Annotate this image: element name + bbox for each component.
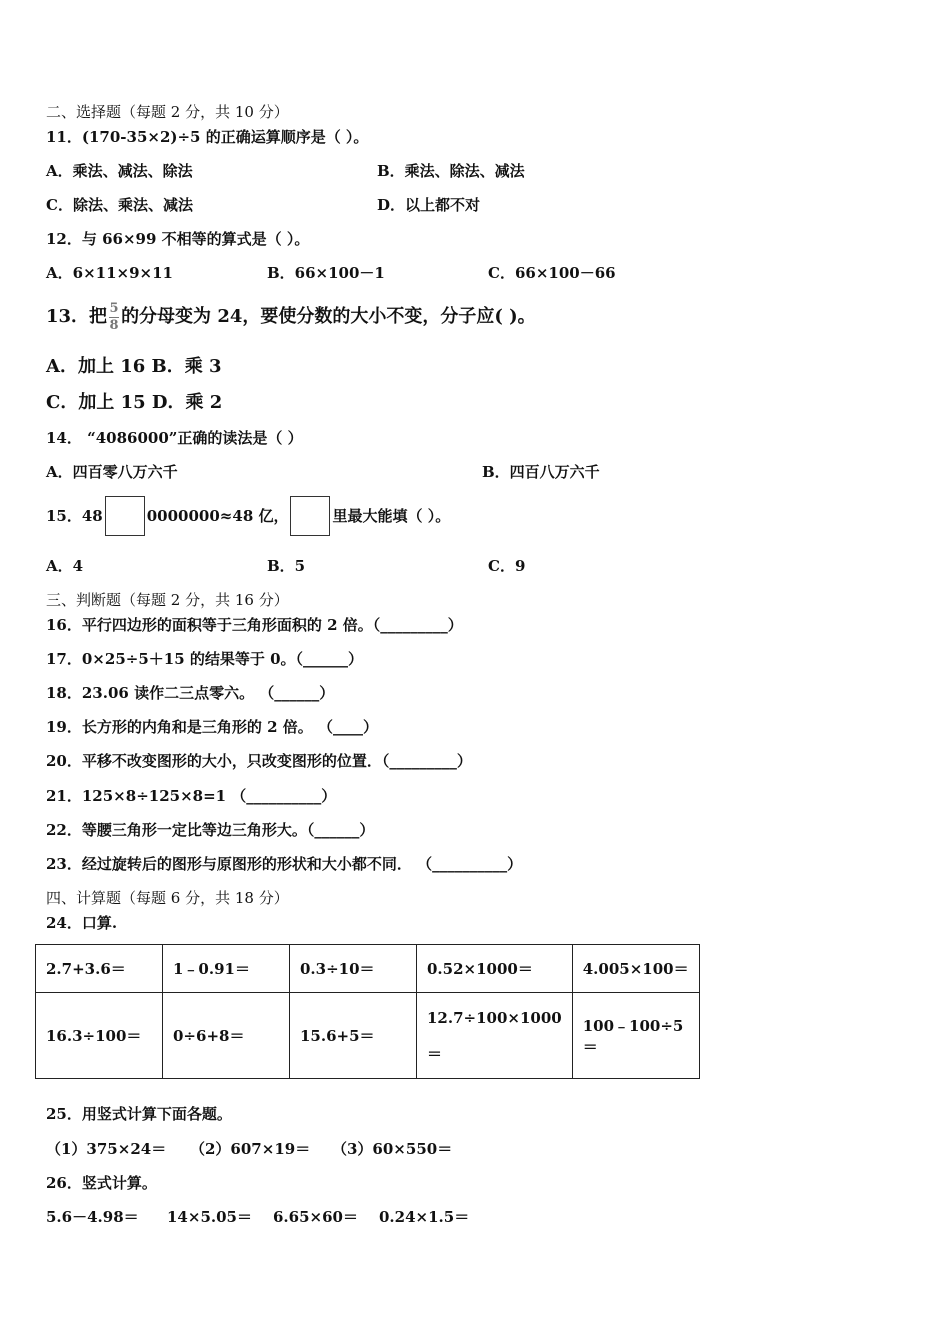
cell-line: ＝: [427, 1044, 443, 1063]
q25-item: （2）607×19＝: [190, 1140, 311, 1158]
q15-option-b: B．5: [267, 557, 306, 575]
table-cell: 0.52×1000＝: [417, 945, 573, 993]
blank-box[interactable]: [105, 496, 145, 536]
q11-option-d: D．以上都不对: [377, 196, 481, 214]
judge-item: 22．等腰三角形一定比等边三角形大。（______）: [46, 821, 375, 839]
table-cell: 16.3÷100＝: [36, 993, 163, 1079]
q13-stem: [46, 294, 536, 340]
q26-stem: 26．竖式计算。: [46, 1174, 157, 1192]
table-cell: 2.7+3.6＝: [36, 945, 163, 993]
table-cell: 0.3÷10＝: [290, 945, 417, 993]
q15-part3: 里最大能填（ ）。: [332, 507, 451, 525]
q11-option-a: A．乘法、减法、除法: [46, 162, 193, 180]
blank-box[interactable]: [290, 496, 330, 536]
table-cell: 0÷6+8＝: [163, 993, 290, 1079]
q15-part1: 15．48: [46, 507, 103, 525]
q13-suffix: 的分母变为 24，要使分数的大小不变，分子应( )。: [121, 306, 536, 327]
judge-item: 16．平行四边形的面积等于三角形面积的 2 倍。（_________）: [46, 616, 463, 634]
table-cell: 1﹣0.91＝: [163, 945, 290, 993]
q13-options-ab: A．加上 16 B．乘 3: [46, 356, 222, 377]
q14-option-b: B．四百八万六千: [482, 463, 600, 481]
q26-item: 14×5.05＝: [167, 1208, 252, 1226]
q12-stem: 12．与 66×99 不相等的算式是（ ）。: [46, 230, 310, 248]
q13-prefix: 13．把: [46, 306, 108, 327]
section-calc-title: 四、计算题（每题 6 分，共 18 分）: [46, 889, 289, 907]
q11-stem: 11．(170-35×2)÷5 的正确运算顺序是（ ）。: [46, 128, 369, 146]
q25-stem: 25．用竖式计算下面各题。: [46, 1105, 232, 1123]
judge-item: 21．125×8÷125×8=1 （__________）: [46, 787, 337, 805]
section-choice-title: 二、选择题（每题 2 分，共 10 分）: [46, 103, 289, 121]
cell-line: 12.7÷100×1000: [427, 1008, 562, 1027]
q14-stem: 14． “4086000”正确的读法是（ ）: [46, 429, 303, 447]
q15-part2: 0000000≈48 亿，: [146, 507, 289, 525]
judge-item: 19．长方形的内角和是三角形的 2 倍。 （____）: [46, 718, 378, 736]
q15-stem: [46, 495, 450, 537]
q26-item: 6.65×60＝: [273, 1208, 358, 1226]
table-cell: 4.005×100＝: [572, 945, 699, 993]
q25-item: （1）375×24＝: [46, 1140, 167, 1158]
q13-options-cd: C．加上 15 D．乘 2: [46, 392, 223, 413]
judge-item: 23．经过旋转后的图形与原图形的形状和大小都不同． （__________）: [46, 855, 523, 873]
table-row: [36, 945, 700, 993]
fraction-five-eighths: [109, 302, 119, 333]
q12-option-c: C．66×100－66: [488, 264, 616, 282]
q11-option-b: B．乘法、除法、减法: [377, 162, 525, 180]
table-cell: [417, 993, 573, 1079]
q15-option-c: C．9: [488, 557, 526, 575]
q25-item: （3）60×550＝: [332, 1140, 453, 1158]
table-cell: 15.6+5＝: [290, 993, 417, 1079]
section-judge-title: 三、判断题（每题 2 分，共 16 分）: [46, 591, 289, 609]
judge-item: 20．平移不改变图形的大小，只改变图形的位置．（_________）: [46, 752, 472, 770]
q24-stem: 24．口算.: [46, 914, 118, 932]
q15-option-a: A．4: [46, 557, 84, 575]
judge-item: 18．23.06 读作二三点零六。 （______）: [46, 684, 335, 702]
judge-item: 17．0×25÷5＋15 的结果等于 0。（______）: [46, 650, 364, 668]
fraction-numerator: 5: [109, 300, 119, 316]
table-row: [36, 993, 700, 1079]
q12-option-b: B．66×100－1: [267, 264, 385, 282]
fraction-denominator: 8: [109, 317, 119, 333]
oral-calc-table: [35, 944, 700, 1079]
q14-option-a: A．四百零八万六千: [46, 463, 178, 481]
q12-option-a: A．6×11×9×11: [46, 264, 173, 282]
q26-item: 5.6－4.98＝: [46, 1208, 139, 1226]
q26-item: 0.24×1.5＝: [379, 1208, 470, 1226]
q11-option-c: C．除法、乘法、减法: [46, 196, 193, 214]
table-cell: 100﹣100÷5＝: [572, 993, 699, 1079]
